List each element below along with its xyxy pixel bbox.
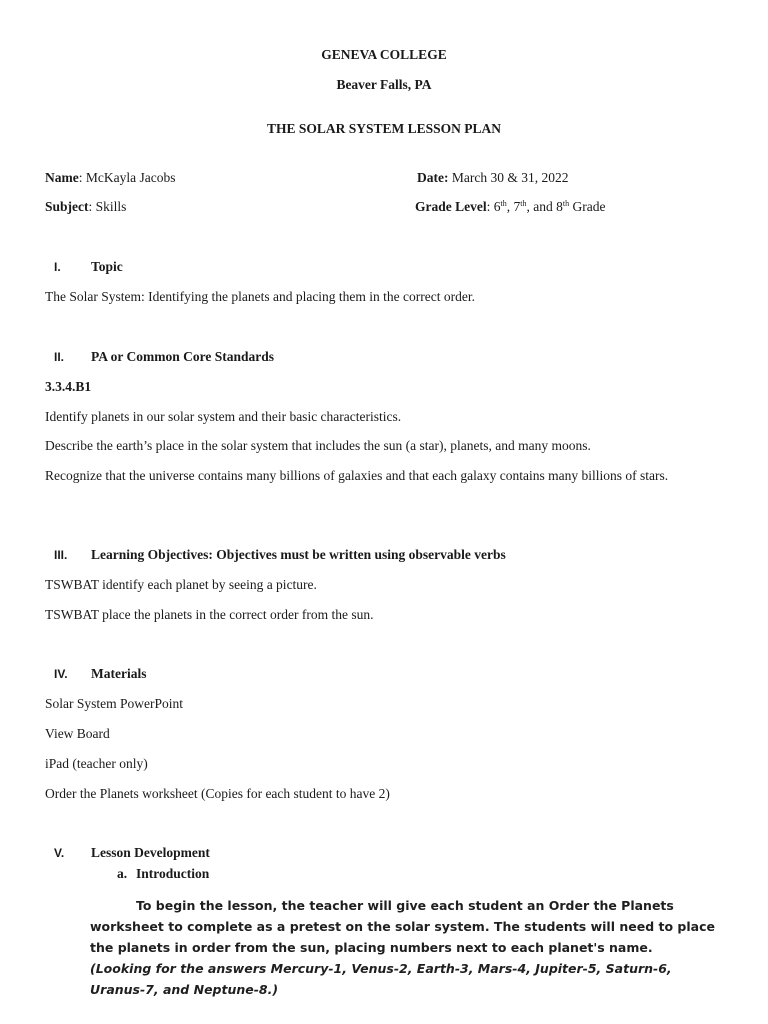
name-label: Name: [45, 170, 79, 185]
introduction-paragraph: [90, 895, 718, 1000]
subject-label: Subject: [45, 199, 89, 214]
section-number-standards: II.: [54, 350, 65, 364]
section-title-materials: Materials: [91, 666, 147, 681]
material-item: Order the Planets worksheet (Copies for each student to have 2): [45, 786, 390, 801]
section-title-topic: Topic: [91, 259, 123, 274]
standard-line: Describe the earth’s place in the solar system that includes the sun (a star), planets, and many moons.: [45, 438, 591, 453]
subsection-title-introduction: Introduction: [136, 866, 210, 881]
introduction-text: To begin the lesson, the teacher will give each student an Order the Planets worksheet to complete as a pretest on the solar system. The students will need to place the planets in order from the sun, placing numbers next to each planet's name.: [90, 898, 715, 955]
date-value: March 30 & 31, 2022: [448, 170, 569, 185]
subject-field: [45, 199, 126, 215]
material-item: View Board: [45, 726, 110, 741]
name-field: [45, 170, 175, 186]
section-number-topic: I.: [54, 260, 61, 274]
section-title-development: Lesson Development: [91, 845, 210, 860]
introduction-answers: (Looking for the answers Mercury-1, Venus-2, Earth-3, Mars-4, Jupiter-5, Saturn-6, Uranus-7, and Neptune-8.): [90, 961, 672, 997]
objective-line: TSWBAT identify each planet by seeing a picture.: [45, 577, 317, 592]
section-title-objectives: Learning Objectives: Objectives must be written using observable verbs: [91, 547, 506, 562]
subject-value: : Skills: [88, 199, 127, 214]
topic-text: The Solar System: Identifying the planets and placing them in the correct order.: [45, 289, 476, 304]
grade-value-part: Grade: [569, 199, 606, 214]
grade-level-label: Grade Level: [415, 199, 487, 214]
grade-suffix: th: [520, 199, 527, 208]
section-number-development: V.: [54, 846, 65, 860]
grade-value-part: : 6: [486, 199, 501, 214]
objective-line: TSWBAT place the planets in the correct order from the sun.: [45, 607, 374, 622]
standard-line: Identify planets in our solar system and their basic characteristics.: [45, 409, 402, 424]
lesson-plan-title: THE SOLAR SYSTEM LESSON PLAN: [266, 121, 502, 136]
grade-suffix: th: [562, 199, 570, 208]
subsection-label: a.: [117, 866, 128, 881]
material-item: iPad (teacher only): [45, 756, 148, 771]
grade-value-part: , and 8: [526, 199, 563, 214]
college-location: Beaver Falls, PA: [336, 77, 432, 92]
section-number-objectives: III.: [54, 548, 68, 562]
section-title-standards: PA or Common Core Standards: [91, 349, 275, 364]
standard-code: 3.3.4.B1: [45, 379, 92, 394]
name-value: : McKayla Jacobs: [78, 170, 176, 185]
standard-line: Recognize that the universe contains many billions of galaxies and that each galaxy contains many billions of stars.: [45, 468, 669, 483]
grade-level-field: [415, 199, 605, 215]
section-number-materials: IV.: [54, 667, 68, 681]
college-name: GENEVA COLLEGE: [321, 47, 447, 62]
date-label: Date:: [417, 170, 449, 185]
material-item: Solar System PowerPoint: [45, 696, 184, 711]
date-field: [417, 170, 568, 186]
grade-suffix: th: [500, 199, 507, 208]
grade-value-part: , 7: [506, 199, 521, 214]
